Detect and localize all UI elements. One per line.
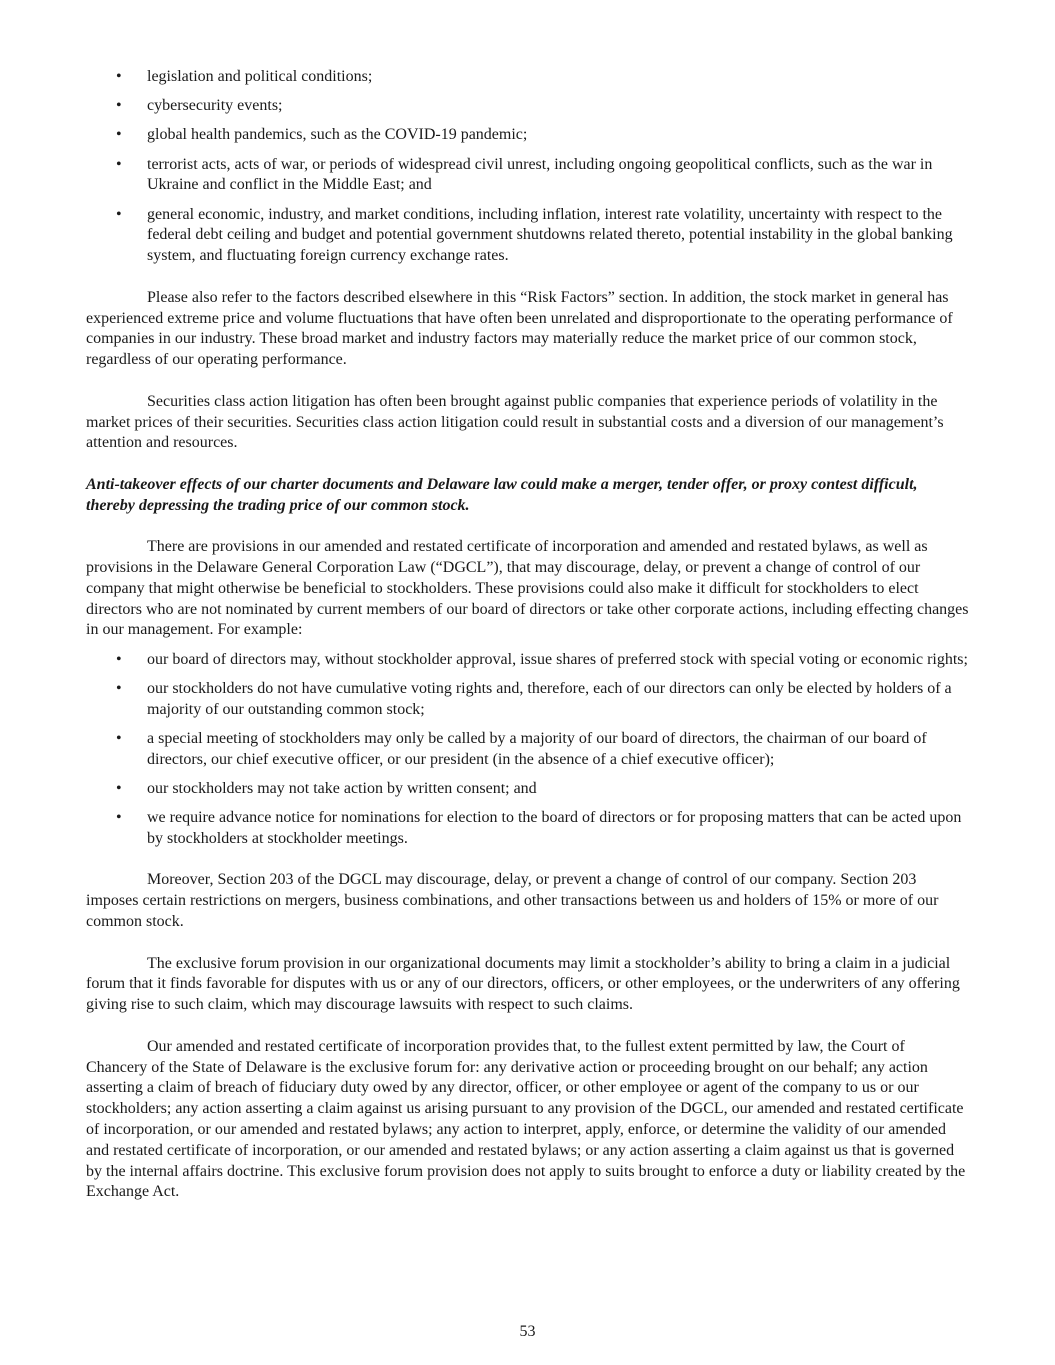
paragraph-court-of-chancery: Our amended and restated certificate of incorporation provides that, to the fullest extent permitted by law, the Court of Chancery of the State of Delaware is the exclusive forum for: any derivative action or proceeding brought on our behalf; any action asserting a claim of breach of fiduciary duty owed by any director, officer, or other employee or agent of the company to us or our stockholders; any action asserting a claim against us arising pursuant to any provision of the DGCL, our amended and restated certificate of incorporation, or our amended and restated bylaws; any action to interpret, apply, enforce, or determine the validity of our amended and restated certificate of incorporation, or our amended and restated bylaws; or any action asserting a claim against us that is governed by the internal affairs doctrine. This exclusive forum provision does not apply to suits brought to enforce a duty or liability created by the Exchange Act. [86,1037,966,1201]
list-item [86,155,969,197]
paragraph-class-action: Securities class action litigation has often been brought against public companies that experience periods of volatility in the market prices of their securities. Securities class action litigation could result in substantial costs and a diversion of our management’s attention and resources. [86,392,944,452]
paragraph-exclusive-forum: The exclusive forum provision in our organizational documents may limit a stockholder’s ability to bring a claim in a judicial forum that it finds favorable for disputes with us or any of our directors, officers, or other employees, or the underwriters of any offering giving rise to such claim, which may discourage lawsuits with respect to such claims. [86,954,960,1014]
bullet-icon: • [116,650,122,668]
list-item-text: we require advance notice for nominations for election to the board of directors or for proposing matters that can be acted upon by stockholders at stockholder meetings. [147,809,962,847]
bullet-icon: • [116,126,122,144]
list-item [86,808,969,850]
list-item [86,96,969,117]
list-item [86,67,969,88]
page-number: 53 [519,1323,536,1340]
list-item-text: our stockholders may not take action by written consent; and [147,779,537,797]
bullet-icon: • [116,97,122,115]
bullet-icon: • [116,779,122,797]
list-item-text: our stockholders do not have cumulative voting rights and, therefore, each of our directors can only be elected by holders of a majority of our outstanding common stock; [147,679,952,718]
list-item [86,205,969,267]
paragraph-section-203: Moreover, Section 203 of the DGCL may discourage, delay, or prevent a change of control of our company. Section 203 imposes certain restrictions on mergers, business combinations, and other transactions between us and holders of 15% or more of our common stock. [86,871,939,930]
bullet-icon: • [116,809,122,826]
list-item [86,779,969,800]
list-item [86,125,969,146]
list-item-text: a special meeting of stockholders may only be called by a majority of our board of directors, the chairman of our board of directors, our chief executive officer, or our president (in the absence of a chief executive officer); [147,729,927,768]
list-item-text: terrorist acts, acts of war, or periods of widespread civil unrest, including ongoing geopolitical conflicts, such as the war in Ukraine and conflict in the Middle East; and [147,155,933,194]
bullet-icon: • [116,679,122,697]
list-item-text: global health pandemics, such as the COVID-19 pandemic; [147,126,528,144]
list-item-text: cybersecurity events; [147,97,283,115]
list-item-text: our board of directors may, without stockholder approval, issue shares of preferred stock with special voting or economic rights; [147,650,968,668]
bullet-icon: • [116,155,122,173]
provisions-list [86,650,969,850]
list-item [86,729,969,771]
bullet-icon: • [116,205,122,223]
list-item-text: legislation and political conditions; [147,68,373,85]
spacer [86,275,969,287]
paragraph-risk-factors: Please also refer to the factors described elsewhere in this “Risk Factors” section. In addition, the stock market in general has experienced extreme price and volume fluctuations that have often been unrelated and disproportionate to the operating performance of companies in our industry. These broad market and industry factors may materially reduce the market price of our common stock, regardless of our operating performance. [86,288,953,369]
risk-factors-list [86,67,969,267]
bullet-icon: • [116,729,122,747]
bullet-icon: • [116,68,122,85]
list-item [86,650,969,671]
list-item-text: general economic, industry, and market conditions, including inflation, interest rate volatility, uncertainty with respect to the federal debt ceiling and budget and potential government shutdowns related thereto, potential instability in the global banking system, and fluctuating foreign currency exchange rates. [147,205,953,265]
spacer [86,858,969,870]
section-heading-anti-takeover: Anti-takeover effects of our charter documents and Delaware law could make a merger, tender offer, or proxy contest difficult, thereby depressing the trading price of our common stock. [86,475,918,514]
list-item [86,679,969,721]
paragraph-provisions: There are provisions in our amended and restated certificate of incorporation and amended and restated bylaws, as well as provisions in the Delaware General Corporation Law (“DGCL”), that may discourage, delay, or prevent a change of control of our company that might otherwise be beneficial to stockholders. These provisions could also make it difficult for stockholders to elect directors who are not nominated by current members of our board of directors or take other corporate actions, including effecting changes in our management. For example: [86,538,969,639]
